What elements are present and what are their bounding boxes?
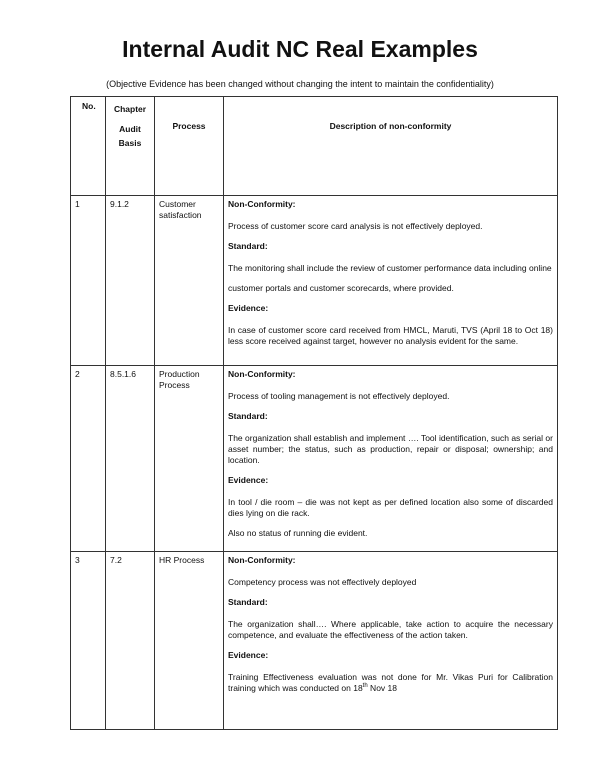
header-chapter bbox=[106, 97, 155, 196]
nc-label: Non-Conformity: bbox=[228, 369, 296, 379]
row-description bbox=[224, 552, 558, 730]
header-chapter-line2: Audit bbox=[119, 124, 141, 134]
evidence-label: Evidence: bbox=[228, 303, 269, 313]
table-row bbox=[71, 552, 558, 730]
nc-label: Non-Conformity: bbox=[228, 199, 296, 209]
row-no: 3 bbox=[71, 552, 106, 730]
header-description: Description of non-conformity bbox=[224, 97, 558, 196]
row-process: Customer satisfaction bbox=[155, 196, 224, 366]
header-no: No. bbox=[71, 97, 106, 196]
standard-label: Standard: bbox=[228, 411, 268, 421]
standard-text: The organization shall…. Where applicable, take action to acquire the necessary competence, and evaluate the effectiveness of the action taken. bbox=[228, 619, 553, 640]
header-process: Process bbox=[155, 97, 224, 196]
evidence-text bbox=[228, 672, 553, 694]
evidence-text-sup: th bbox=[362, 683, 368, 690]
header-chapter-line3: Basis bbox=[118, 138, 142, 148]
nc-table bbox=[70, 96, 558, 730]
nc-label: Non-Conformity: bbox=[228, 555, 296, 565]
page-title: Internal Audit NC Real Examples bbox=[122, 36, 478, 62]
standard-text: The monitoring shall include the review of customer performance data including online bbox=[228, 263, 552, 273]
row-chapter: 7.2 bbox=[106, 552, 155, 730]
evidence-text: In tool / die room – die was not kept as per defined location also some of discarded dies lying on die rack. bbox=[228, 497, 553, 518]
row-description bbox=[224, 196, 558, 366]
table-row bbox=[71, 366, 558, 552]
standard-text: The organization shall establish and implement …. Tool identification, such as serial or asset number; the status, such as production, repair or disposal; ownership; and location. bbox=[228, 433, 553, 465]
evidence-label: Evidence: bbox=[228, 475, 269, 485]
standard-label: Standard: bbox=[228, 241, 268, 251]
row-chapter: 8.5.1.6 bbox=[106, 366, 155, 552]
row-no: 1 bbox=[71, 196, 106, 366]
page-subtitle: (Objective Evidence has been changed without changing the intent to maintain the confidentiality) bbox=[106, 79, 494, 89]
row-process: HR Process bbox=[155, 552, 224, 730]
nc-text: Process of tooling management is not effectively deployed. bbox=[228, 391, 450, 401]
evidence-text-main: Training Effectiveness evaluation was not done for Mr. Vikas Puri for Calibration training which was conducted on 18 bbox=[228, 672, 553, 693]
header-chapter-line1: Chapter bbox=[113, 104, 147, 114]
evidence-label: Evidence: bbox=[228, 650, 269, 660]
row-description bbox=[224, 366, 558, 552]
row-process: Production Process bbox=[155, 366, 224, 552]
evidence-text-cont: Also no status of running die evident. bbox=[228, 528, 368, 538]
nc-text: Process of customer score card analysis is not effectively deployed. bbox=[228, 221, 483, 231]
standard-label: Standard: bbox=[228, 597, 268, 607]
table-header-row bbox=[71, 97, 558, 196]
evidence-text: In case of customer score card received from HMCL, Maruti, TVS (April 18 to Oct 18) less score received against target, however no analysis evident for the same. bbox=[228, 325, 553, 346]
evidence-text-end: Nov 18 bbox=[367, 683, 397, 693]
row-no: 2 bbox=[71, 366, 106, 552]
row-chapter: 9.1.2 bbox=[106, 196, 155, 366]
standard-text-cont: customer portals and customer scorecards, where provided. bbox=[228, 283, 454, 293]
table-row bbox=[71, 196, 558, 366]
nc-text: Competency process was not effectively deployed bbox=[228, 577, 417, 587]
